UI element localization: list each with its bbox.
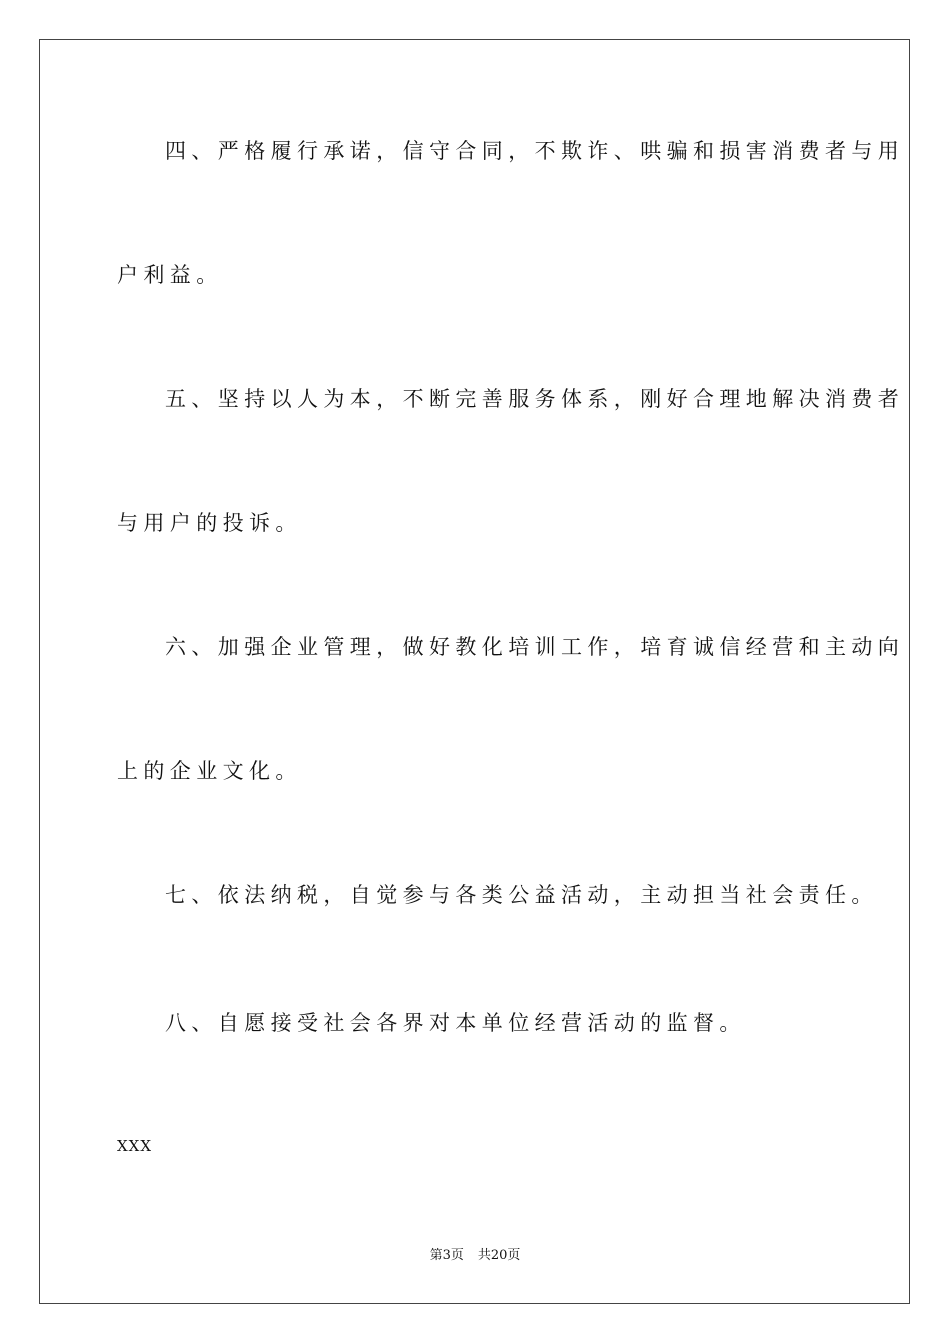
- paragraph-5-line-1: 五、坚持以人为本，不断完善服务体系，刚好合理地解决消费者: [165, 387, 905, 411]
- paragraph-8: 八、自愿接受社会各界对本单位经营活动的监督。: [165, 1011, 746, 1035]
- paragraph-4-line-1: 四、严格履行承诺，信守合同，不欺诈、哄骗和损害消费者与用: [165, 139, 905, 163]
- page-total: 共20页: [477, 1248, 521, 1263]
- paragraph-7: 七、依法纳税，自觉参与各类公益活动，主动担当社会责任。: [165, 883, 878, 907]
- paragraph-6-line-2: 上的企业文化。: [117, 759, 302, 783]
- paragraph-6-line-1: 六、加强企业管理，做好教化培训工作，培育诚信经营和主动向: [165, 635, 905, 659]
- paragraph-4-line-2: 户利益。: [117, 263, 223, 287]
- page-footer: [0, 1249, 950, 1262]
- paragraph-5-line-2: 与用户的投诉。: [117, 511, 302, 535]
- page-number: 第3页: [429, 1248, 464, 1263]
- page-border: [39, 39, 910, 1304]
- signature: XXX: [117, 1137, 153, 1155]
